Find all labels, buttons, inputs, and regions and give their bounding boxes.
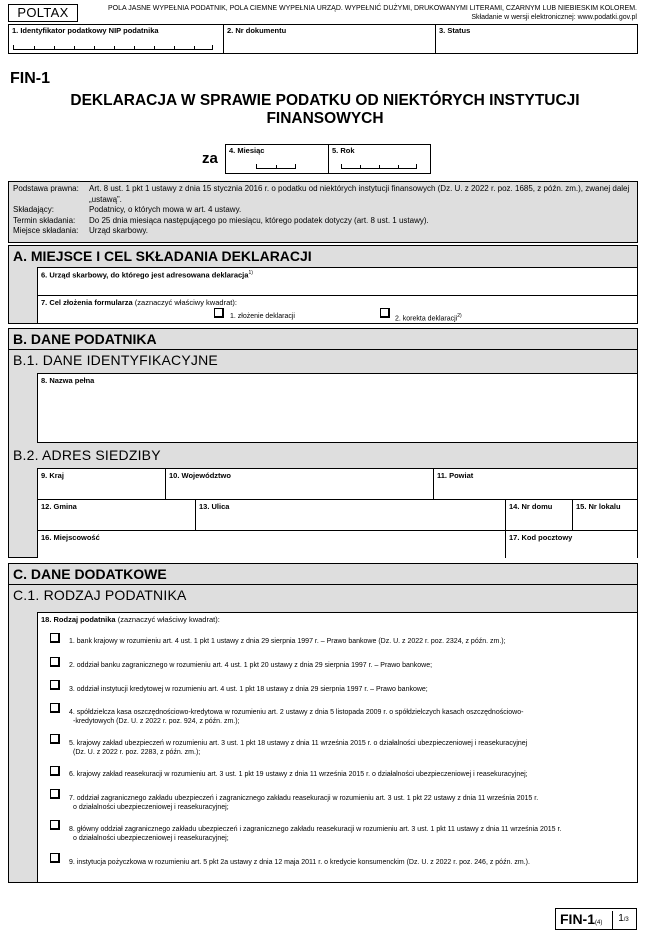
- type-option-label: 9. instytucja pożyczkowa w rozumieniu art. 5 pkt 2a ustawy z dnia 12 maja 2011 r. o kredycie konsumenckim (Dz. U. z 2022 r. poz. 246, z późn. zm.).: [69, 859, 530, 866]
- full-name-field[interactable]: [37, 373, 637, 443]
- type-option-checkbox[interactable]: [50, 657, 60, 667]
- county-label: 11. Powiat: [437, 471, 474, 480]
- section-b2-title: B.2. ADRES SIEDZIBY: [13, 447, 161, 463]
- basis-value: Urząd skarbowy.: [89, 226, 148, 235]
- section-b: [8, 328, 638, 558]
- document-number-label: 2. Nr dokumentu: [227, 26, 287, 35]
- basis-label: Podstawa prawna:: [13, 184, 79, 193]
- nip-field-label: 1. Identyfikator podatkowy NIP podatnika: [12, 26, 159, 35]
- period-fields: [225, 144, 431, 174]
- nip-field[interactable]: [9, 25, 224, 53]
- year-field[interactable]: [329, 145, 430, 173]
- postal-code-field[interactable]: [505, 530, 637, 558]
- type-option-label: 5. krajowy zakład ubezpieczeń w rozumieniu art. 3 ust. 1 pkt 18 ustawy z dnia 11 września 2015 r. o działalności ubezpieczeniowej i reasekuracyjnej (Dz. U. z 2022 r. poz. 2283, z późn. zm.);: [69, 740, 528, 756]
- country-field[interactable]: [37, 468, 165, 499]
- type-option-checkbox[interactable]: [50, 766, 60, 776]
- type-option-checkbox[interactable]: [50, 734, 60, 744]
- basis-label: Termin składania:: [13, 215, 76, 225]
- correction-option-label: 2. korekta deklaracji$^{2)}$: [395, 313, 462, 323]
- type-option-label: 7. oddział zagranicznego zakładu ubezpieczeń i zagranicznego zakładu reasekuracji w rozumieniu art. 3 ust. 1 pkt 22 ustawy z dnia 11 września 2015 r. o działalności ubezpieczeniowej i reasekuracyjnej;: [69, 795, 539, 811]
- type-option-label: 6. krajowy zakład reasekuracji w rozumieniu art. 3 ust. 1 pkt 19 ustawy z dnia 11 września 2015 r. o działalności ubezpieczeniowej i reasekuracyjnej;: [69, 771, 528, 778]
- instruction-text: POLA JASNE WYPEŁNIA PODATNIK, POLA CIEMNE WYPEŁNIA URZĄD. WYPEŁNIĆ DUŻYMI, DRUKOWANYMI LITERAMI, CZARNYM LUB NIEBIESKIM KOLOREM.: [108, 5, 637, 12]
- section-c: [8, 563, 638, 883]
- type-option-label: 2. oddział banku zagranicznego w rozumieniu art. 4 ust. 1 pkt 20 ustawy z dnia 29 sierpnia 1997 r. – Prawo bankowe;: [69, 662, 433, 669]
- type-option-label: 1. bank krajowy w rozumieniu art. 4 ust. 1 pkt 1 ustawy z dnia 29 sierpnia 1997 r. – Prawo bankowe (Dz. U. z 2022 r. poz. 2324, z późn. zm.);: [69, 638, 506, 645]
- instructions: [77, 4, 637, 22]
- year-label: 5. Rok: [332, 146, 355, 155]
- type-option-label: 8. główny oddział zagranicznego zakładu ubezpieczeń i zagranicznego zakładu reasekuracji w rozumieniu art. 3 ust. 1 pkt 11 ustawy z dnia 11 września 2015 r. o działalności ubezpieczeniowej i reasekuracyjnej;: [69, 826, 562, 842]
- street-field[interactable]: [195, 499, 505, 530]
- status-label: 3. Status: [439, 26, 471, 35]
- country-label: 9. Kraj: [41, 471, 64, 480]
- header-fields: [8, 24, 638, 54]
- year-ticks: [341, 164, 417, 169]
- type-option-checkbox[interactable]: [50, 680, 60, 690]
- basis-row: [13, 184, 633, 205]
- county-field[interactable]: [433, 468, 637, 499]
- apartment-number-label: 15. Nr lokalu: [576, 502, 621, 511]
- basis-label: Składający:: [13, 205, 54, 214]
- house-number-field[interactable]: [505, 499, 572, 530]
- section-b-title: B. DANE PODATNIKA: [9, 329, 637, 350]
- month-label: 4. Miesiąc: [229, 146, 265, 155]
- commune-field[interactable]: [37, 499, 195, 530]
- section-c1-title: C.1. RODZAJ PODATNIKA: [13, 587, 187, 603]
- month-field[interactable]: [226, 145, 329, 173]
- full-name-label: 8. Nazwa pełna: [41, 376, 95, 385]
- type-option-label: 3. oddział instytucji kredytowej w rozumieniu art. 4 ust. 1 pkt 18 ustawy z dnia 29 sierpnia 1997 r. – Prawo bankowe;: [69, 686, 428, 693]
- purpose-label: 7. Cel złożenia formularza (zaznaczyć właściwy kwadrat):: [41, 298, 237, 307]
- city-label: 16. Miejscowość: [41, 533, 100, 542]
- tax-office-field[interactable]: [37, 267, 637, 295]
- page-footer: [555, 908, 637, 930]
- postal-code-label: 17. Kod pocztowy: [509, 533, 573, 542]
- type-option-checkbox[interactable]: [50, 853, 60, 863]
- document-number-field: [224, 25, 436, 53]
- section-a-title: A. MIEJSCE I CEL SKŁADANIA DEKLARACJI: [13, 248, 312, 264]
- voivodeship-label: 10. Województwo: [169, 471, 231, 480]
- type-option-checkbox[interactable]: [50, 703, 60, 713]
- house-number-label: 14. Nr domu: [509, 502, 553, 511]
- taxpayer-type-field: [37, 612, 637, 882]
- voivodeship-field[interactable]: [165, 468, 433, 499]
- basis-value: Podatnicy, o których mowa w art. 4 ustawy.: [89, 205, 242, 214]
- purpose-field: [37, 295, 637, 323]
- footer-form-code: FIN-1(4): [560, 911, 603, 927]
- status-field: [436, 25, 637, 53]
- section-c-title: C. DANE DODATKOWE: [9, 564, 637, 585]
- type-option-checkbox[interactable]: [50, 820, 60, 830]
- commune-label: 12. Gmina: [41, 502, 77, 511]
- basis-value: Do 25 dnia miesiąca następującego po miesiącu, którego podatek dotyczy (art. 8 ust. 1 ustawy).: [89, 215, 429, 225]
- submission-checkbox[interactable]: [214, 308, 224, 318]
- street-label: 13. Ulica: [199, 502, 230, 511]
- form-title: DEKLARACJA W SPRAWIE PODATKU OD NIEKTÓRYCH INSTYTUCJI FINANSOWYCH: [70, 92, 580, 127]
- type-option-checkbox[interactable]: [50, 789, 60, 799]
- type-option-label: 4. spółdzielcza kasa oszczędnościowo-kredytowa w rozumieniu art. 2 ustawy z dnia 5 listopada 2009 r. o spółdzielczych kasach oszczędnościowo- -kredytowych (Dz. U. z 2022 r. poz. 924, z późn. zm.);: [69, 709, 524, 725]
- basis-row: [13, 216, 633, 227]
- basis-row: [13, 226, 633, 237]
- electronic-note: Składanie w wersji elektronicznej: www.podatki.gov.pl: [471, 14, 637, 21]
- page-number: 1/3: [612, 911, 634, 929]
- basis-label: Miejsce składania:: [13, 226, 79, 235]
- basis-value: Art. 8 ust. 1 pkt 1 ustawy z dnia 15 stycznia 2016 r. o podatku od niektórych instytucji finansowych (Dz. U. z 2022 r. poz. 1685, z późn. zm.), zwanej dalej „ustawą”.: [89, 184, 630, 204]
- month-ticks: [256, 164, 296, 169]
- legal-basis-box: [8, 181, 638, 243]
- submission-option-label: 1. złożenie deklaracji: [230, 313, 295, 320]
- taxpayer-type-label: 18. Rodzaj podatnika (zaznaczyć właściwy kwadrat):: [41, 615, 220, 624]
- section-a: [8, 245, 638, 324]
- city-field[interactable]: [37, 530, 505, 558]
- nip-tick-marks: [13, 45, 213, 50]
- correction-checkbox[interactable]: [380, 308, 390, 318]
- section-b1-title: B.1. DANE IDENTYFIKACYJNE: [13, 352, 218, 368]
- apartment-number-field[interactable]: [572, 499, 637, 530]
- form-code: FIN-1: [10, 70, 50, 87]
- type-option-checkbox[interactable]: [50, 633, 60, 643]
- tax-office-label: 6. Urząd skarbowy, do którego jest adresowana deklaracja$^{1)}$: [41, 270, 253, 280]
- brand-label: POLTAX: [8, 4, 78, 22]
- basis-row: [13, 205, 633, 216]
- za-label: za: [202, 150, 218, 167]
